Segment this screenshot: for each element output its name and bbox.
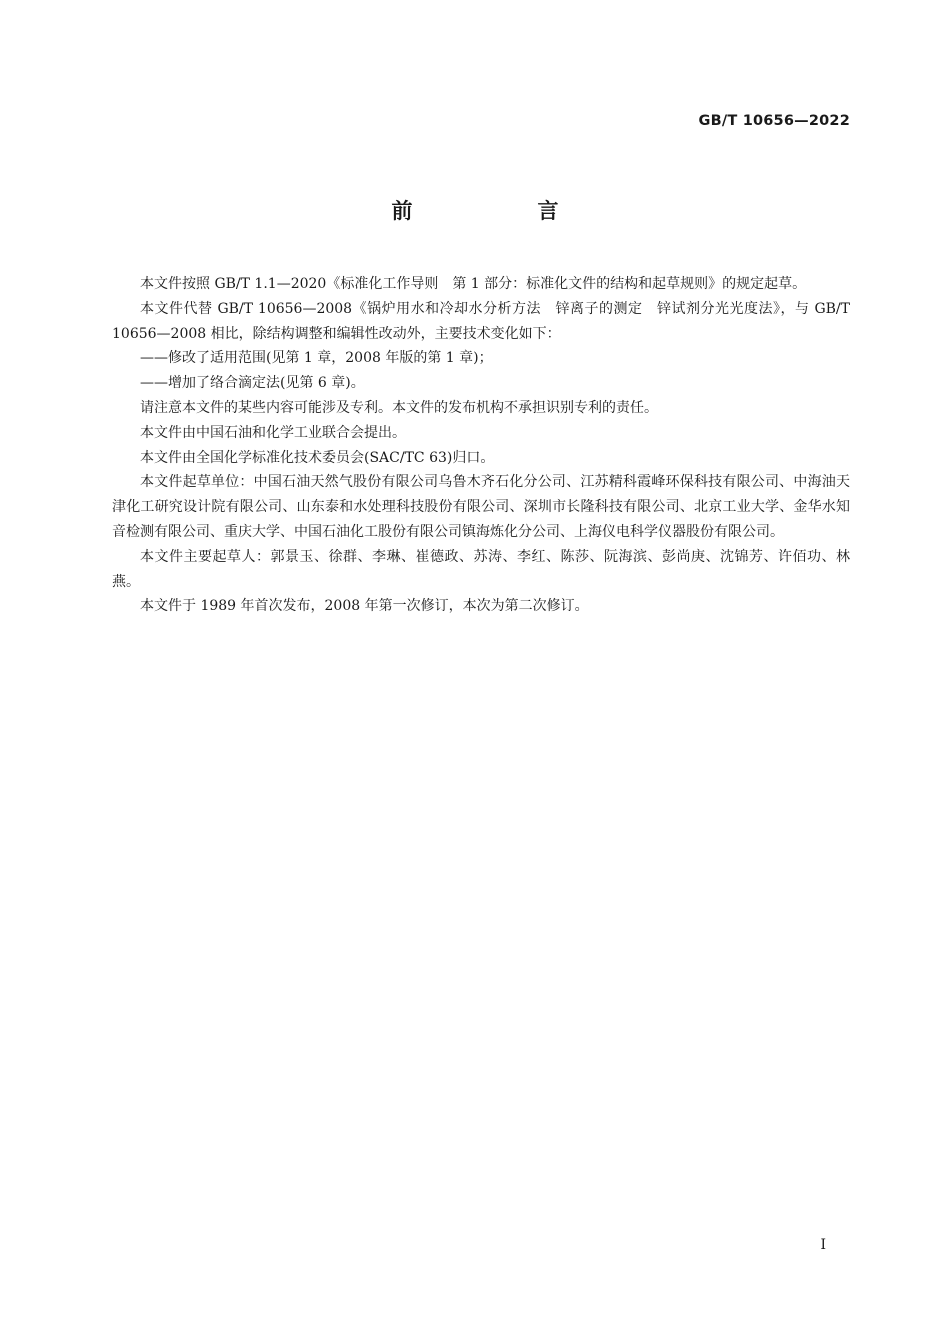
paragraph-change-method: ——增加了络合滴定法(见第 6 章)。 [140, 375, 365, 392]
preface-body [112, 272, 850, 619]
paragraph-history: 本文件于 1989 年首次发布，2008 年第一次修订，本次为第二次修订。 [140, 598, 589, 615]
paragraph-drafting-rules: 本文件按照 GB/T 1.1—2020《标准化工作导则 第 1 部分：标准化文件的结构和起草规则》的规定起草。 [140, 276, 807, 292]
paragraph-patent-notice: 请注意本文件的某些内容可能涉及专利。本文件的发布机构不承担识别专利的责任。 [140, 399, 658, 416]
page-number: I [820, 1237, 826, 1253]
paragraph-drafting-units: 本文件起草单位：中国石油天然气股份有限公司乌鲁木齐石化分公司、江苏精科霞峰环保科技有限公司、中海油天津化工研究设计院有限公司、山东泰和水处理科技股份有限公司、深圳市长隆科技有限公司、北京工业大学、金华水知音检测有限公司、重庆大学、中国石油化工股份有限公司镇海炼化分公司、上海仪电科学仪器股份有限公司。 [112, 474, 850, 540]
paragraph-technical-committee: 本文件由全国化学标准化技术委员会(SAC/TC 63)归口。 [140, 449, 495, 466]
standard-code: GB/T 10656—2022 [698, 113, 850, 129]
paragraph-proposer: 本文件由中国石油和化学工业联合会提出。 [140, 424, 406, 441]
paragraph-drafters: 本文件主要起草人：郭景玉、徐群、李琳、崔德政、苏涛、李红、陈莎、阮海滨、彭尚庚、沈锦芳、许佰功、林燕。 [112, 548, 850, 590]
paragraph-replacement: 本文件代替 GB/T 10656—2008《锅炉用水和冷却水分析方法 锌离子的测定 锌试剂分光光度法》，与 GB/T 10656—2008 相比，除结构调整和编辑性改动外，主要技术变化如下： [112, 300, 850, 342]
page-title: 前 言 [391, 199, 611, 223]
paragraph-change-scope: ——修改了适用范围(见第 1 章，2008 年版的第 1 章)； [140, 350, 493, 367]
